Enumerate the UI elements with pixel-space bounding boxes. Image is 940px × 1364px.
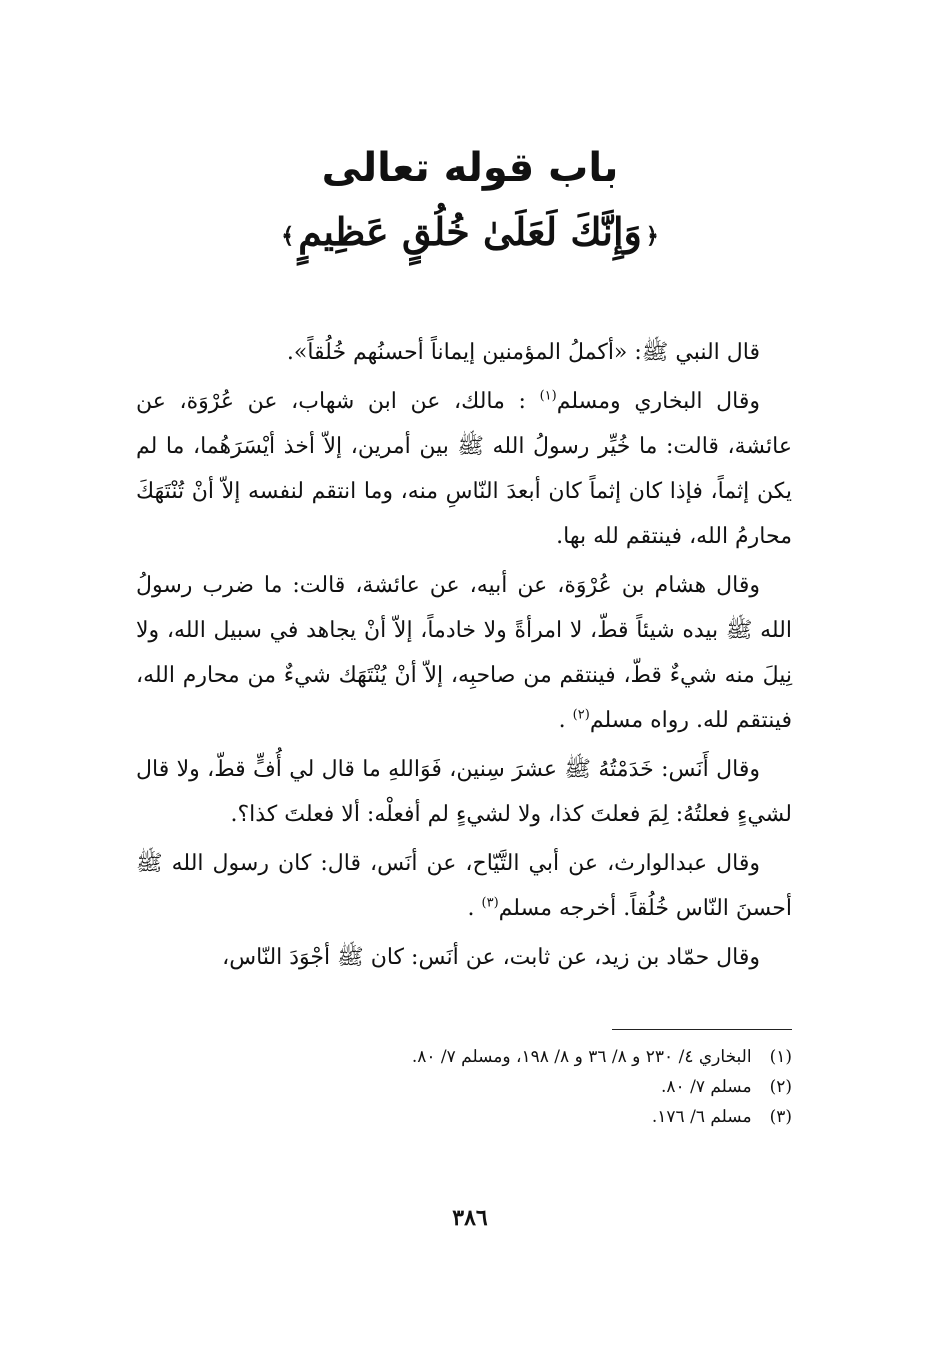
footnotes	[136, 1042, 792, 1132]
footnote-1	[136, 1042, 792, 1072]
body-text	[136, 330, 792, 984]
footnote-3-number: (٣)	[769, 1107, 792, 1127]
footnote-ref-2: (٢)	[572, 707, 590, 723]
paragraph-5-text-a: وقال عبدالوارث، عن أبي التَّيّاح، عن أنَس، قال: كان رسول الله ﷺ أحسنَ النّاس خُلُقاً. أخرجه مسلم	[136, 851, 792, 921]
footnote-3	[136, 1102, 792, 1132]
verse-close-bracket: ﴾	[281, 222, 295, 249]
footnote-ref-3: (٣)	[481, 895, 499, 911]
footnote-divider	[612, 1029, 792, 1030]
paragraph-2-text-a: وقال البخاري ومسلم	[556, 389, 760, 414]
quran-verse	[0, 200, 940, 268]
paragraph-1-text: قال النبي ﷺ: «أكملُ المؤمنين إيماناً أحسنُهم خُلُقاً».	[286, 340, 760, 365]
footnote-1-text: البخاري ٤/ ٢٣٠ و ٨/ ٣٦ و ٨/ ١٩٨، ومسلم ٧/ ٨٠.	[411, 1047, 752, 1067]
chapter-heading: باب قوله تعالى	[321, 145, 619, 191]
footnote-1-number: (١)	[769, 1047, 792, 1067]
footnote-3-text: مسلم ٦/ ١٧٦.	[651, 1107, 752, 1127]
paragraph-4	[136, 747, 792, 837]
paragraph-2	[136, 379, 792, 559]
footnote-2	[136, 1072, 792, 1102]
footnote-ref-1: (١)	[539, 388, 557, 404]
paragraph-6	[136, 935, 792, 980]
paragraph-3	[136, 563, 792, 743]
footnote-2-text: مسلم ٧/ ٨٠.	[661, 1077, 752, 1097]
paragraph-3-text-b: .	[558, 708, 573, 733]
paragraph-5	[136, 841, 792, 931]
footnote-2-number: (٢)	[769, 1077, 792, 1097]
verse-open-bracket: ﴿	[645, 222, 659, 249]
page-number: ٣٨٦	[452, 1205, 488, 1231]
paragraph-5-text-b: .	[467, 896, 482, 921]
paragraph-2-text-b: : مالك، عن ابن شهاب، عن عُرْوَة، عن عائشة، قالت: ما خُيِّر رسولُ الله ﷺ بين أمرين، إلاّ أخذ أيْسَرَهُما، ما لم يكن إثماً، فإذا كان إثماً كان أبعدَ النّاسِ منه، وما انتقم لنفسه إلاّ أنْ تُنْتَهَكَ محارمُ الله، فينتقم لله بها.	[136, 389, 792, 549]
paragraph-3-text-a: وقال هشام بن عُرْوَة، عن أبيه، عن عائشة، قالت: ما ضرب رسولُ الله ﷺ بيده شيئاً قطّ، لا امرأةً ولا خادماً، إلاّ أنْ يجاهد في سبيل الله، ولا نِيلَ منه شيءٌ قطّ، فينتقم من صاحبِه، إلاّ أنْ يُنْتَهَك شيءٌ من محارم الله، فينتقم لله. رواه مسلم	[136, 573, 792, 733]
paragraph-1	[136, 330, 792, 375]
verse-text: وَإِنَّكَ لَعَلَىٰ خُلُقٍ عَظِيمٍ	[298, 209, 642, 254]
paragraph-4-text: وقال أَنَس: خَدَمْتُهُ ﷺ عشرَ سِنين، فَوَاللهِ ما قال لي أُفٍّ قطّ، ولا قال لشيءٍ فعلتُهُ: لِمَ فعلتَ كذا، ولا لشيءٍ لم أفعلْه: ألا فعلتَ كذا؟.	[136, 757, 792, 827]
paragraph-6-text: وقال حمّاد بن زيد، عن ثابت، عن أنَس: كان ﷺ أجْوَدَ النّاس،	[222, 945, 760, 970]
